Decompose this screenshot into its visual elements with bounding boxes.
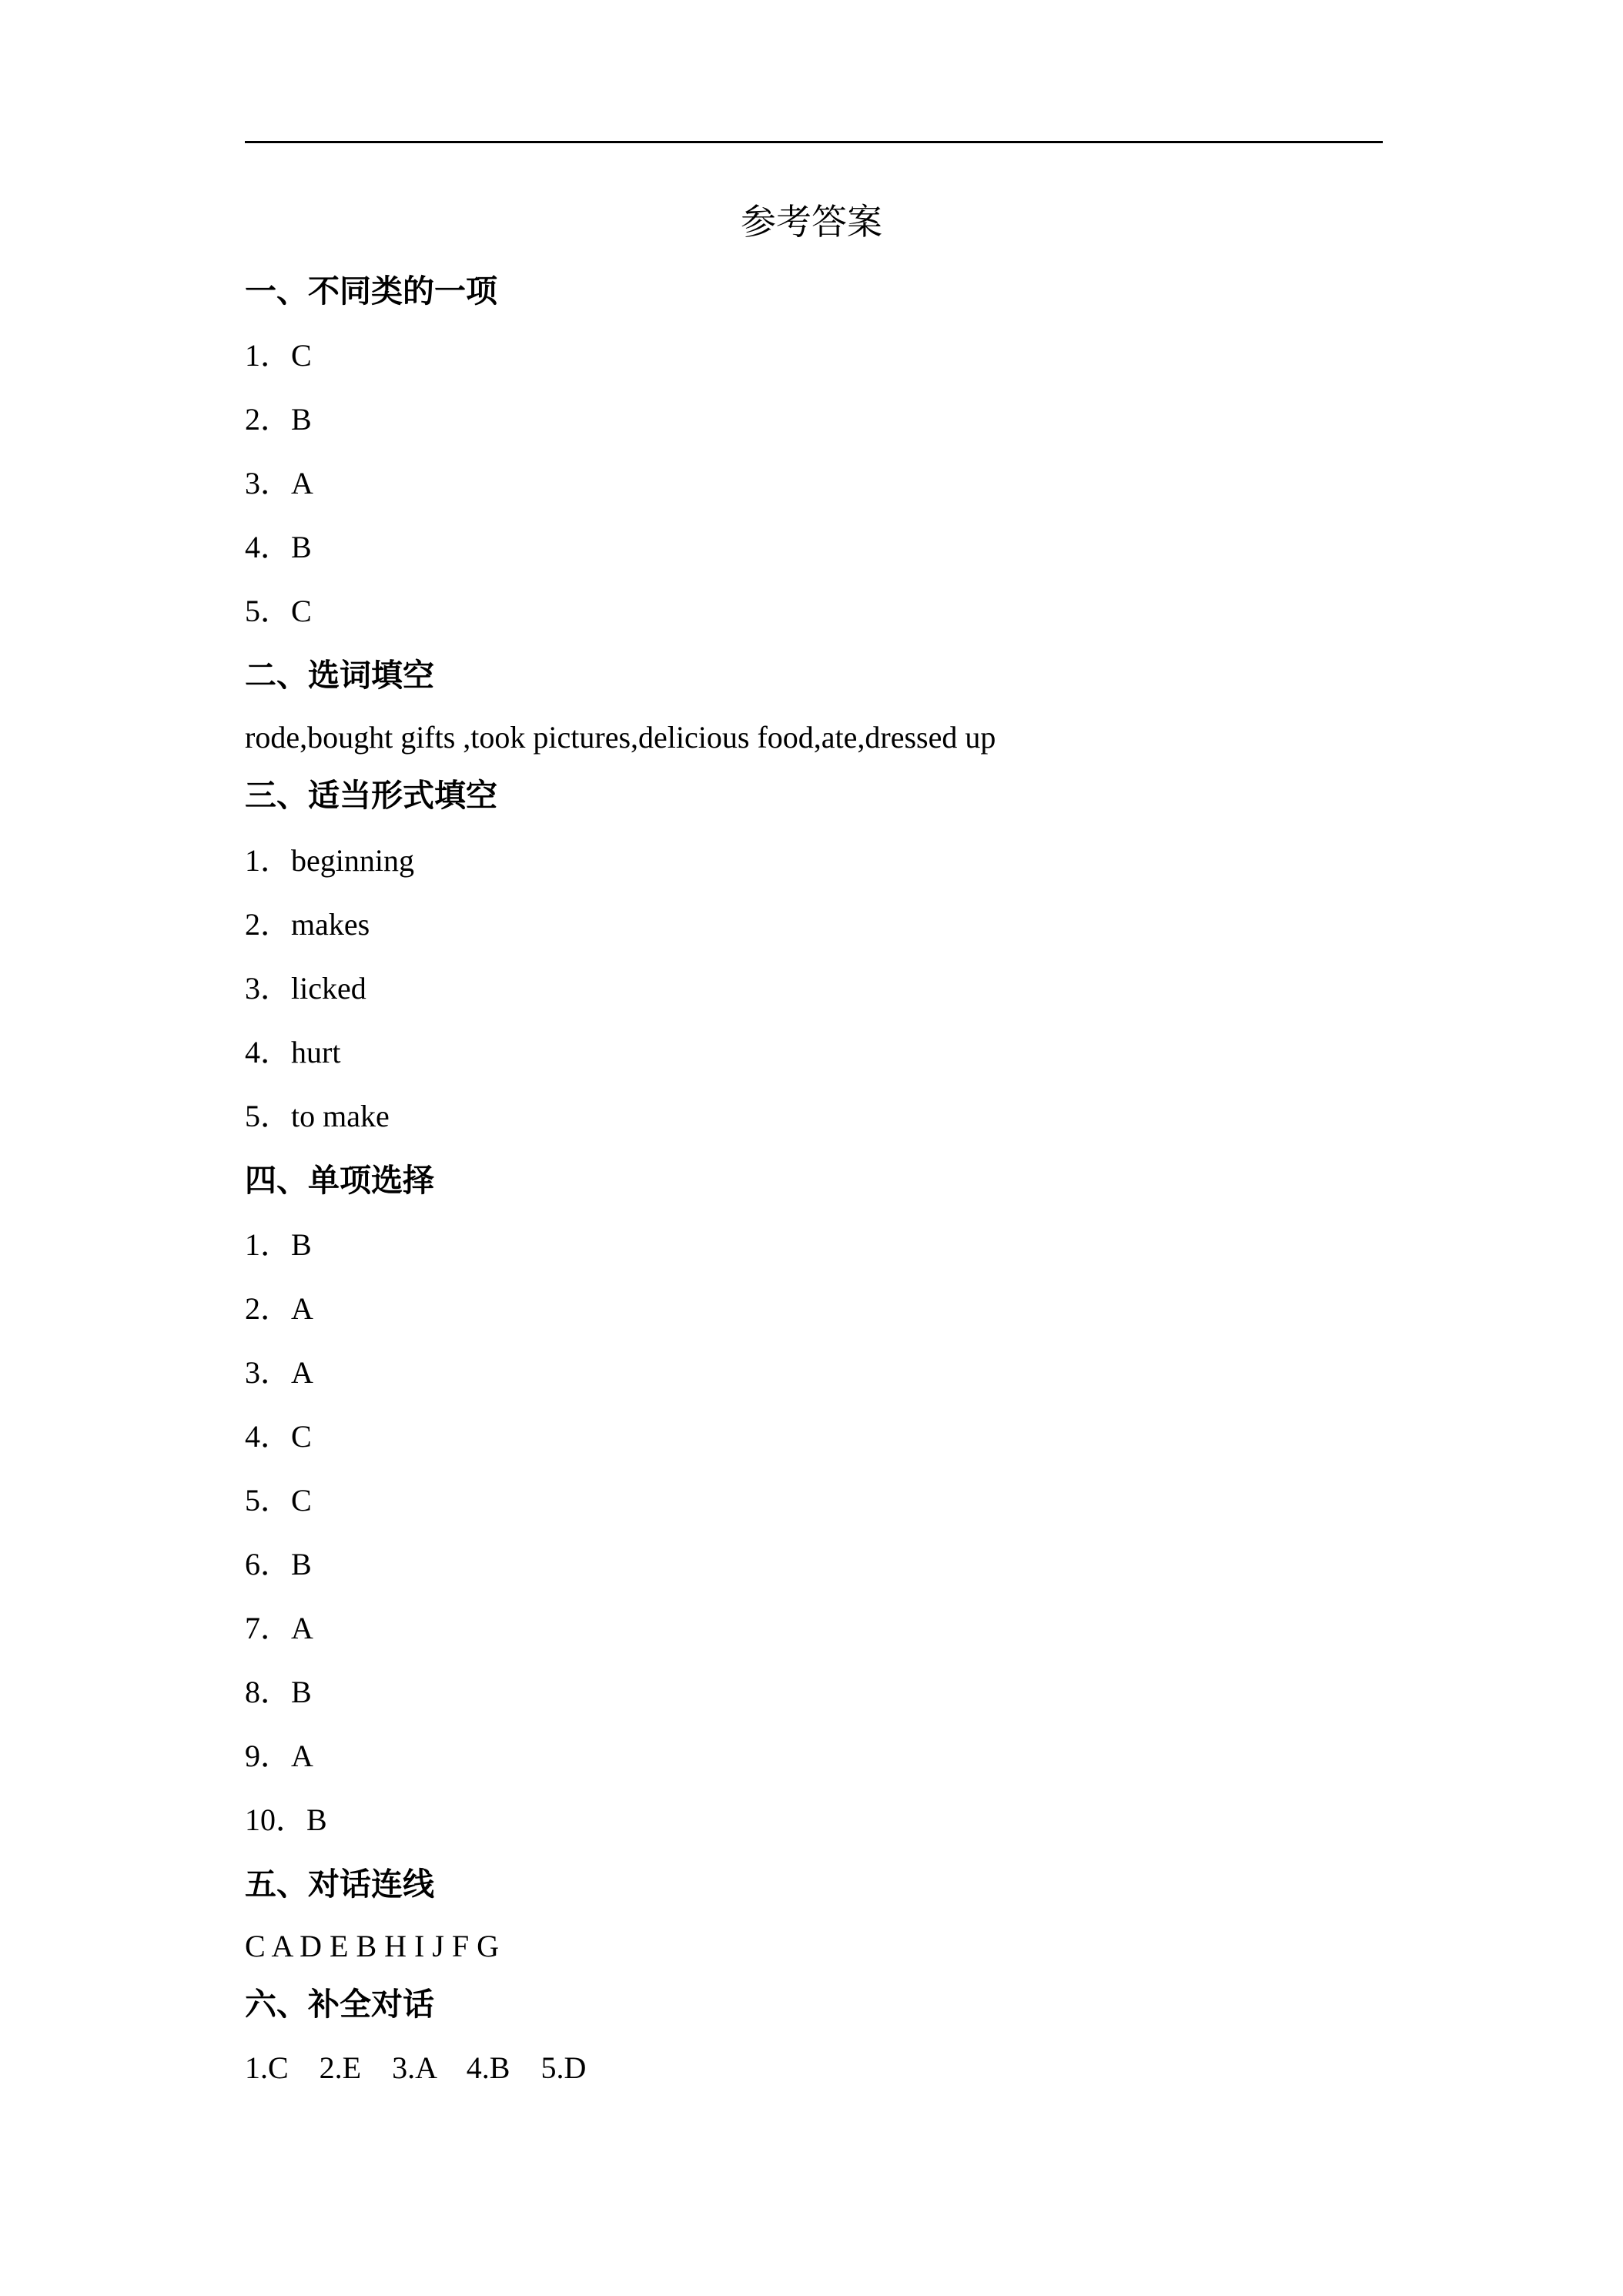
answer-item: 1.C 2.E 3.A 4.B 5.D [245, 2050, 587, 2085]
section-heading: 六、补全对话 [245, 1986, 434, 2023]
answer-item: C A D E B H I J F G [245, 1929, 500, 1963]
answer-item: 5．C [245, 1483, 312, 1518]
header-rule [245, 141, 1383, 143]
answer-item: 4．C [245, 1419, 312, 1454]
section-heading: 五、对话连线 [245, 1866, 434, 1903]
answer-item: 5．to make [245, 1099, 390, 1133]
answer-item: 4．hurt [245, 1035, 341, 1069]
answer-item: 1．B [245, 1227, 312, 1262]
answer-item: 10．B [245, 1802, 327, 1837]
answer-item: 2．B [245, 402, 312, 437]
answer-item: 7．A [245, 1611, 313, 1645]
answer-item: 5．C [245, 594, 312, 628]
answer-item: 3．A [245, 466, 313, 500]
section-heading: 二、选词填空 [245, 657, 434, 694]
answer-item: 1．beginning [245, 843, 414, 878]
answer-item: 9．A [245, 1739, 313, 1773]
answer-item: 3．licked [245, 971, 366, 1006]
section-heading: 三、适当形式填空 [245, 777, 497, 814]
section-heading: 一、不同类的一项 [245, 273, 497, 310]
answer-item: 6．B [245, 1547, 312, 1581]
answer-item: 1．C [245, 338, 312, 373]
answer-item: rode,bought gifts ,took pictures,delicious food,ate,dressed up [245, 720, 996, 755]
answer-item: 2．A [245, 1291, 313, 1326]
page-title: 参考答案 [741, 201, 882, 243]
answer-item: 8．B [245, 1675, 312, 1709]
answer-item: 2．makes [245, 907, 370, 942]
answer-item: 3．A [245, 1355, 313, 1390]
answer-item: 4．B [245, 530, 312, 564]
section-heading: 四、单项选择 [245, 1162, 434, 1199]
